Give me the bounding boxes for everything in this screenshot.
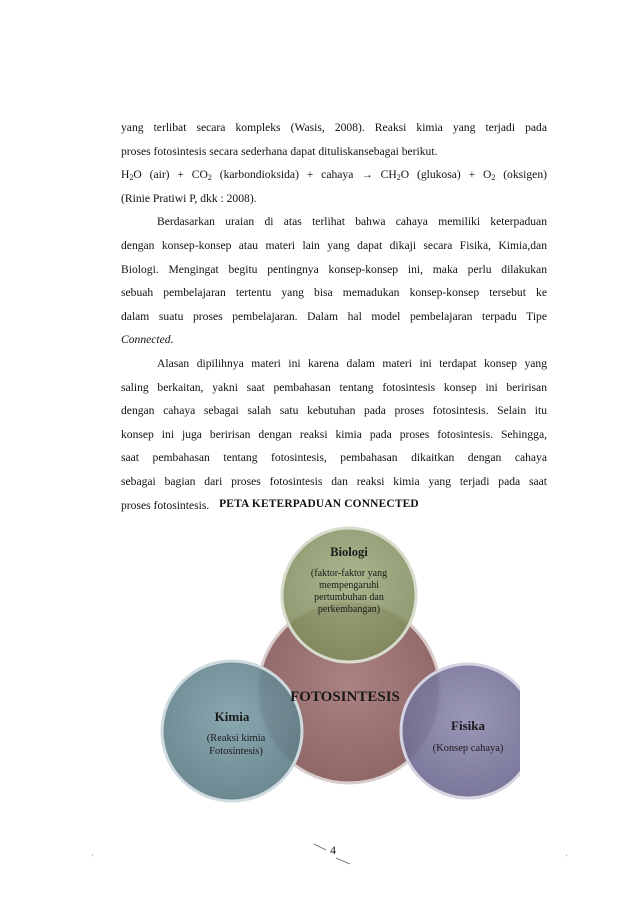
text-line: saling berkaitan, yakni saat pembahasan tentang fotosintesis konsep ini beririsan (121, 380, 547, 394)
page-number: 4 (330, 843, 336, 857)
text-line: dengan cahaya sebagai salah satu kebutuhan pada proses fotosintesis. Selain itu (121, 404, 547, 418)
map-title: PETA KETERPADUAN CONNECTED (219, 498, 419, 510)
text-line: dengan konsep-konsep atau materi lain yang dapat dikaji secara Fisika, Kimia,dan (121, 238, 547, 252)
connected-diagram (140, 525, 520, 815)
text-line: Connected. (121, 333, 174, 347)
biologi-desc-line: (faktor-faktor yang (310, 568, 388, 579)
text-line: yang terlibat secara kompleks (Wasis, 2008). Reaksi kimia yang terjadi pada (121, 121, 547, 134)
fotosintesis-label: FOTOSINTESIS (290, 689, 400, 705)
kimia-title: Kimia (214, 709, 250, 724)
kimia-desc-line: (Reaksi kimia (206, 733, 266, 744)
margin-mark: ' (566, 853, 568, 862)
text-line: dalam suatu proses pembelajaran. Dalam hal model pembelajaran terpadu Tipe (121, 309, 547, 323)
biologi-desc-line: perkembangan) (317, 604, 381, 615)
kimia-circle (162, 661, 302, 801)
biologi-title: Biologi (330, 545, 368, 559)
photosynthesis-equation: $H_2O$ $(air) + CO_2$ (karbondioksida) + cahaya → $CH_2O$ (glukosa) + $O_2$ (oksigen) (121, 168, 547, 183)
text-line: konsep ini juga beririsan dengan reaksi kimia pada proses fotosintesis. Sehingga, (121, 427, 547, 441)
fisika-title: Fisika (451, 718, 485, 733)
text-line: saat pembahasan tentang fotosintesis, pembahasan dikaitkan dengan cahaya (121, 451, 547, 465)
text-line: Berdasarkan uraian di atas terlihat bahwa cahaya memiliki keterpaduan (157, 215, 547, 229)
text-line: proses fotosintesis secara sederhana dapat dituliskansebagai berikut. (121, 144, 438, 158)
text-line: Alasan dipilihnya materi ini karena dalam materi ini terdapat konsep yang (157, 356, 547, 370)
text-line: Biologi. Mengingat begitu pentingnya konsep-konsep ini, maka perlu dilakukan (121, 262, 547, 276)
citation: (Rinie Pratiwi P, dkk : 2008). (121, 191, 257, 205)
text-line: sebuah pembelajaran tertentu yang bisa memadukan konsep-konsep tersebut ke (121, 286, 547, 300)
kimia-desc-line: Fotosintesis) (209, 746, 263, 757)
fisika-desc-line: (Konsep cahaya) (432, 743, 504, 754)
body-text (121, 116, 547, 517)
biologi-desc-line: mempengaruhi (319, 580, 379, 591)
margin-mark: ' (92, 853, 94, 862)
text-line: proses fotosintesis. (121, 498, 210, 512)
text-line: sebagai bagian dari proses fotosintesis dan reaksi kimia yang terjadi pada saat (121, 474, 547, 488)
biologi-desc-line: pertumbuhan dan (314, 592, 384, 603)
